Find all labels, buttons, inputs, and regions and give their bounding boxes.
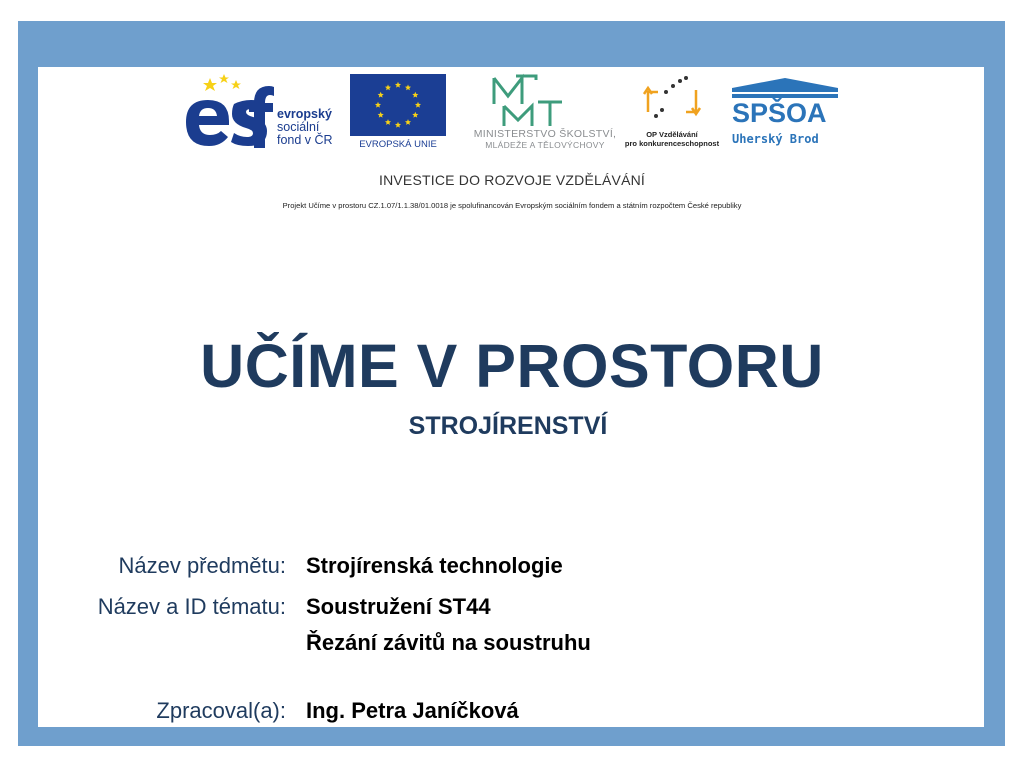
esf-line-2: sociální (277, 120, 320, 134)
spsoa-name: SPŠOA (732, 98, 827, 128)
esf-line-1: evropský (277, 107, 332, 121)
eu-logo (350, 74, 446, 154)
topic-value-2: Řezání závitů na soustruhu (306, 630, 591, 655)
investice-heading: INVESTICE DO ROZVOJE VZDĚLÁVÁNÍ (378, 172, 646, 188)
msmt-line-1: MINISTERSTVO ŠKOLSTVÍ, (473, 128, 617, 140)
subject-label: Název předmětu: (118, 553, 286, 578)
author-label: Zpracoval(a): (156, 698, 286, 723)
eu-star-icon (395, 82, 401, 88)
spsoa-city: Uherský Brod (732, 132, 819, 146)
eu-star-icon (395, 122, 401, 128)
topic-label: Název a ID tématu: (97, 594, 286, 619)
esf-mark-icon (184, 74, 274, 154)
op-logo (618, 72, 726, 154)
spsoa-roof-icon (732, 78, 838, 100)
eu-star-icon (412, 112, 418, 118)
eu-star-icon (375, 102, 381, 108)
op-mark-icon (618, 72, 726, 128)
eu-star-icon (405, 119, 411, 125)
page-title: UČÍME V PROSTORU (200, 332, 824, 400)
project-note: Projekt Učíme v prostoru CZ.1.07/1.1.38/01.0018 je spolufinancován Evropským sociálním fondem a státním rozpočtem České republiky (282, 201, 742, 210)
op-line-1: OP Vzdělávání (646, 130, 698, 139)
eu-star-icon (405, 84, 411, 90)
spsoa-logo (732, 78, 838, 152)
msmt-mark-icon (452, 72, 638, 128)
subject-value: Strojírenská technologie (306, 553, 563, 578)
eu-star-icon (378, 112, 384, 118)
eu-star-icon (385, 119, 391, 125)
author-value: Ing. Petra Janíčková (306, 698, 519, 723)
eu-star-icon (415, 102, 421, 108)
topic-value-1: Soustružení ST44 (306, 594, 491, 619)
msmt-logo (452, 72, 638, 154)
msmt-line-2: MLÁDEŽE A TĚLOVÝCHOVY (485, 140, 605, 150)
esf-logo (184, 74, 344, 154)
eu-flag-icon (350, 74, 446, 136)
eu-star-icon (412, 92, 418, 98)
op-line-2: pro konkurenceschopnost (624, 139, 720, 148)
eu-star-icon (378, 92, 384, 98)
page-subtitle: STROJÍRENSTVÍ (408, 412, 608, 440)
eu-label: EVROPSKÁ UNIE (359, 139, 437, 150)
esf-line-3: fond v ČR (277, 133, 333, 147)
eu-star-icon (385, 84, 391, 90)
